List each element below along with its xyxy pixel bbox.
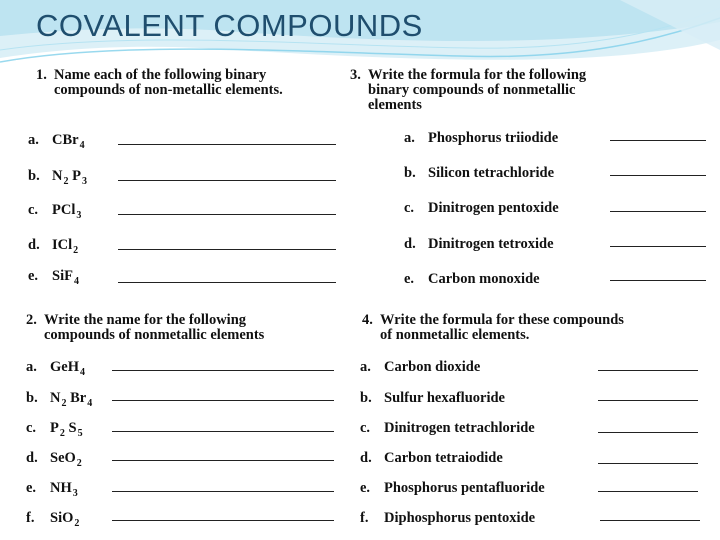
q2-answer-line-e[interactable] (112, 491, 334, 492)
q1-answer-line-b[interactable] (118, 180, 336, 181)
q3-item-d: d. Dinitrogen tetroxide (404, 236, 554, 252)
q1-item-a: a. CBr$_4$ (28, 132, 85, 151)
q4-answer-line-d[interactable] (598, 463, 698, 464)
q4-answer-line-e[interactable] (598, 491, 698, 492)
q1-item-c: c. PCl$_3$ (28, 202, 82, 221)
q4-answer-line-f[interactable] (600, 520, 700, 521)
page-title: COVALENT COMPOUNDS (36, 8, 423, 43)
q3-item-e: e. Carbon monoxide (404, 271, 540, 287)
q1-item-e: e. SiF$_4$ (28, 268, 79, 287)
q1-answer-line-c[interactable] (118, 214, 336, 215)
q4-item-d: d. Carbon tetraiodide (360, 450, 503, 466)
q3-answer-line-b[interactable] (610, 175, 706, 176)
q1-item-d: d. ICl$_2$ (28, 237, 79, 256)
q1-answer-line-a[interactable] (118, 144, 336, 145)
q2-item-b: b. $N_2$ $Br_4$ (26, 390, 93, 409)
q3-item-a: a. Phosphorus triiodide (404, 130, 559, 146)
q3-heading: 3. Write the formula for the following binary compounds of nonmetallic elements (350, 67, 587, 113)
q4-item-a: a. Carbon dioxide (360, 359, 481, 375)
q4-answer-line-b[interactable] (598, 400, 698, 401)
q2-item-a: a. GeH$_4$ (26, 359, 85, 378)
q3-answer-line-a[interactable] (610, 140, 706, 141)
q3-answer-line-d[interactable] (610, 246, 706, 247)
q4-item-b: b. Sulfur hexafluoride (360, 390, 505, 406)
q4-answer-line-a[interactable] (598, 370, 698, 371)
q1-answer-line-d[interactable] (118, 249, 336, 250)
q2-answer-line-d[interactable] (112, 460, 334, 461)
q2-answer-line-b[interactable] (112, 400, 334, 401)
q4-heading: 4. Write the formula for these compounds of nonmetallic elements. (362, 312, 624, 343)
q2-heading: 2. Write the name for the following compounds of nonmetallic elements (26, 312, 265, 343)
q2-item-c: c. $P_2$ $S_5$ (26, 420, 83, 439)
q3-item-b: b. Silicon tetrachloride (404, 165, 555, 181)
q2-answer-line-f[interactable] (112, 520, 334, 521)
q4-item-c: c. Dinitrogen tetrachloride (360, 420, 535, 436)
q2-answer-line-a[interactable] (112, 370, 334, 371)
q1-item-b: b. $N_2$ $P_3$ (28, 168, 87, 187)
q4-item-f: f. Diphosphorus pentoxide (360, 510, 536, 526)
q1-heading: 1. Name each of the following binary compounds of non-metallic elements. (36, 67, 283, 98)
q2-item-f: f. SiO$_2$ (26, 510, 80, 529)
q3-answer-line-e[interactable] (610, 280, 706, 281)
q3-answer-line-c[interactable] (610, 211, 706, 212)
q2-answer-line-c[interactable] (112, 431, 334, 432)
q4-item-e: e. Phosphorus pentafluoride (360, 480, 545, 496)
q2-item-d: d. SeO$_2$ (26, 450, 82, 469)
q1-answer-line-e[interactable] (118, 282, 336, 283)
q3-item-c: c. Dinitrogen pentoxide (404, 200, 559, 216)
q4-answer-line-c[interactable] (598, 432, 698, 433)
q2-item-e: e. $NH_3$ (26, 480, 78, 499)
